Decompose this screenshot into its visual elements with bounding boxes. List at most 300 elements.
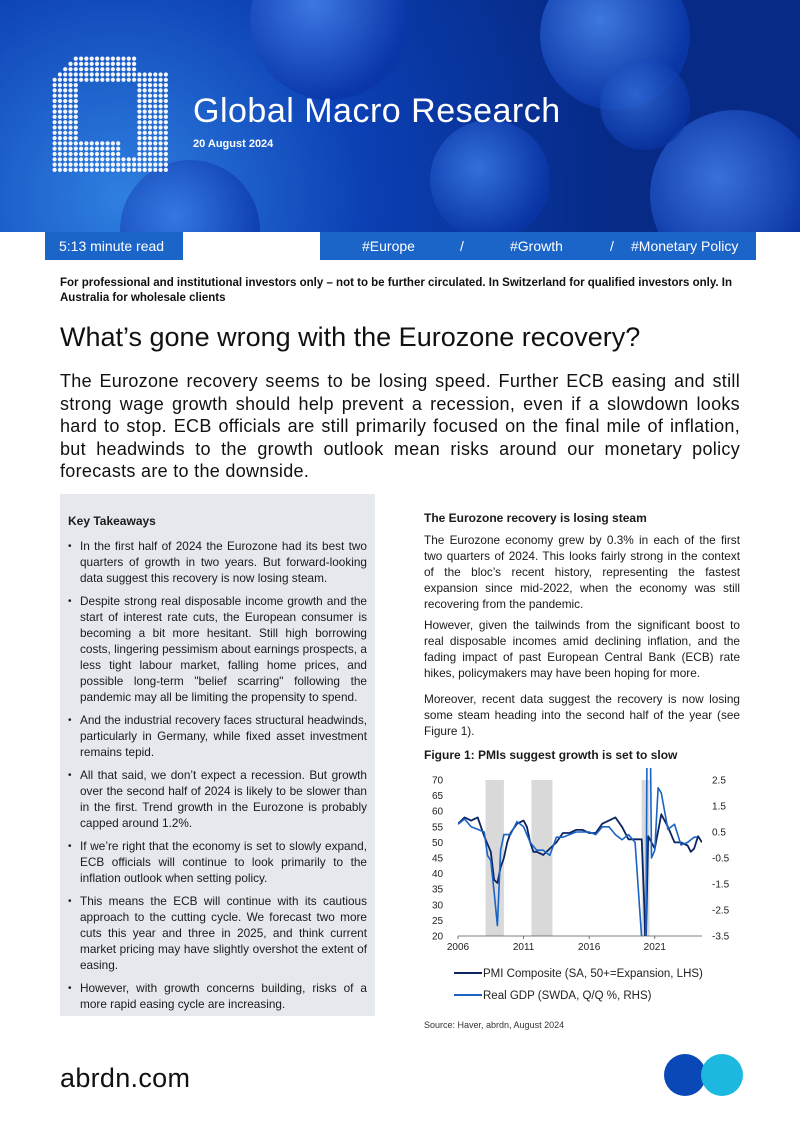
- logo-dot: [68, 78, 72, 82]
- logo-dot: [153, 147, 157, 151]
- x-axis-tick-label: 2016: [578, 942, 601, 953]
- chart-svg: [420, 768, 740, 1013]
- logo-dot: [137, 115, 141, 119]
- logo-dot: [74, 115, 78, 119]
- logo-dot: [63, 168, 67, 172]
- logo-dot: [111, 152, 115, 156]
- logo-dot: [116, 62, 120, 66]
- logo-dot: [143, 104, 147, 108]
- body-paragraph: However, given the tailwinds from the significant boost to real disposable incomes amid declining inflation, and the fading impact of past European Central Bank (ECB) rate hikes, policymakers may have been hoping for more.: [424, 618, 740, 680]
- logo-dot: [164, 120, 168, 124]
- logo-dot: [95, 57, 99, 61]
- logo-dot: [106, 157, 110, 161]
- logo-dot: [53, 141, 57, 145]
- logo-dot: [90, 163, 94, 167]
- logo-dot: [148, 83, 152, 87]
- logo-dot: [58, 99, 62, 103]
- decorative-bubble: [430, 120, 550, 232]
- logo-dot: [100, 152, 104, 156]
- logo-dot: [100, 72, 104, 76]
- logo-dot: [90, 152, 94, 156]
- logo-dot: [63, 88, 67, 92]
- right-axis-tick-label: 0.5: [712, 827, 726, 839]
- right-axis-tick-label: -1.5: [712, 879, 730, 891]
- logo-dot: [106, 152, 110, 156]
- logo-dot: [63, 78, 67, 82]
- logo-dot: [159, 136, 163, 140]
- logo-dot: [95, 163, 99, 167]
- right-axis-tick-label: 2.5: [712, 775, 726, 787]
- logo-dot: [153, 115, 157, 119]
- logo-dot: [53, 110, 57, 114]
- logo-dot: [68, 131, 72, 135]
- logo-dot: [111, 78, 115, 82]
- logo-dot: [68, 136, 72, 140]
- logo-dot: [164, 152, 168, 156]
- logo-dot: [148, 125, 152, 129]
- logo-dot: [159, 115, 163, 119]
- logo-dot: [58, 152, 62, 156]
- logo-dot: [143, 94, 147, 98]
- logo-dot: [159, 78, 163, 82]
- logo-dot: [58, 104, 62, 108]
- logo-dot: [53, 99, 57, 103]
- logo-dot: [132, 157, 136, 161]
- x-axis-tick-label: 2011: [512, 942, 535, 953]
- logo-dot: [148, 88, 152, 92]
- logo-dot: [68, 115, 72, 119]
- logo-dot: [159, 88, 163, 92]
- takeaway-item: • And the industrial recovery faces structural headwinds, particularly in Germany, while fixed asset investment remains tepid.: [68, 712, 367, 760]
- tag-growth[interactable]: #Growth: [510, 238, 563, 254]
- takeaway-item: • However, with growth concerns building, risks of a more rapid easing cycle are increasing.: [68, 980, 367, 1012]
- logo-dot: [153, 94, 157, 98]
- logo-dot: [74, 136, 78, 140]
- logo-dot: [137, 131, 141, 135]
- logo-dot: [153, 131, 157, 135]
- logo-dot: [127, 72, 131, 76]
- figure-title: Figure 1: PMIs suggest growth is set to slow: [424, 748, 678, 762]
- logo-dot: [116, 147, 120, 151]
- logo-dot: [58, 136, 62, 140]
- tag-bar: [0, 232, 800, 260]
- logo-dot: [116, 152, 120, 156]
- logo-dot: [74, 72, 78, 76]
- logo-dot: [137, 141, 141, 145]
- logo-dot: [84, 78, 88, 82]
- logo-dot: [63, 83, 67, 87]
- logo-dot: [95, 168, 99, 172]
- logo-dot: [148, 99, 152, 103]
- logo-dot: [164, 83, 168, 87]
- logo-dot: [84, 147, 88, 151]
- logo-dot: [84, 72, 88, 76]
- logo-dot: [111, 57, 115, 61]
- logo-dot: [58, 141, 62, 145]
- logo-dot: [90, 141, 94, 145]
- logo-dot: [153, 72, 157, 76]
- logo-dot: [53, 152, 57, 156]
- logo-dot: [132, 72, 136, 76]
- logo-dot: [121, 163, 125, 167]
- logo-dot: [63, 131, 67, 135]
- logo-dot: [74, 83, 78, 87]
- logo-dot: [137, 94, 141, 98]
- logo-dot: [164, 115, 168, 119]
- logo-dot: [143, 78, 147, 82]
- legend-label: PMI Composite (SA, 50+=Expansion, LHS): [483, 968, 703, 980]
- logo-dot: [58, 147, 62, 151]
- logo-dot: [106, 67, 110, 71]
- logo-dot: [159, 125, 163, 129]
- logo-dot: [159, 120, 163, 124]
- recession-shading: [531, 780, 552, 936]
- logo-dot: [143, 83, 147, 87]
- logo-dot: [137, 125, 141, 129]
- logo-dot: [132, 163, 136, 167]
- logo-dot: [153, 120, 157, 124]
- logo-dot: [68, 104, 72, 108]
- hero-banner: [0, 0, 800, 232]
- brand-wordmark: abrdn.com: [60, 1063, 191, 1093]
- logo-dot: [116, 72, 120, 76]
- logo-dot: [74, 141, 78, 145]
- logo-dot: [58, 72, 62, 76]
- logo-dot: [74, 131, 78, 135]
- logo-dot: [153, 88, 157, 92]
- logo-dot: [74, 104, 78, 108]
- logo-dot: [68, 94, 72, 98]
- logo-dot: [153, 141, 157, 145]
- logo-dot: [74, 110, 78, 114]
- logo-dot: [111, 67, 115, 71]
- logo-dot: [74, 157, 78, 161]
- investor-disclaimer: For professional and institutional investors only – not to be further circulated. In Switzerland for qualified investors only. In Australia for wholesale clients: [60, 277, 732, 304]
- left-axis-tick-label: 20: [432, 931, 444, 943]
- logo-dot: [159, 83, 163, 87]
- left-axis-tick-label: 50: [432, 837, 444, 849]
- read-time-badge: 5:13 minute read: [45, 232, 183, 260]
- logo-dot: [132, 78, 136, 82]
- body-paragraph: Moreover, recent data suggest the recovery is now losing some steam heading into the second half of the year (see Figure 1).: [424, 692, 740, 738]
- logo-dot: [58, 110, 62, 114]
- logo-dot: [116, 141, 120, 145]
- logo-dot: [53, 163, 57, 167]
- logo-dot: [74, 125, 78, 129]
- body-paragraph: The Eurozone economy grew by 0.3% in each of the first two quarters of 2024. This looks fairly strong in the context of the bloc’s recent history, representing the fastest expansion since mid-2022, when the economy was still recovering from the pandemic.: [424, 533, 740, 611]
- logo-dot: [79, 163, 83, 167]
- logo-dot: [153, 157, 157, 161]
- logo-dot: [143, 110, 147, 114]
- logo-dot: [53, 147, 57, 151]
- logo-dot: [164, 168, 168, 172]
- logo-dot: [63, 163, 67, 167]
- logo-dot: [74, 147, 78, 151]
- logo-dot: [53, 104, 57, 108]
- logo-dot: [143, 152, 147, 156]
- logo-dot: [159, 141, 163, 145]
- logo-dot: [63, 110, 67, 114]
- logo-dot: [100, 62, 104, 66]
- logo-dot: [63, 67, 67, 71]
- logo-dot: [63, 147, 67, 151]
- logo-dot: [137, 120, 141, 124]
- logo-dot: [95, 72, 99, 76]
- logo-dot: [121, 72, 125, 76]
- logo-dot: [127, 157, 131, 161]
- left-axis-tick-label: 30: [432, 900, 444, 912]
- logo-dot: [58, 115, 62, 119]
- tag-monetary-policy[interactable]: #Monetary Policy: [631, 238, 739, 254]
- logo-dot: [159, 131, 163, 135]
- right-axis-tick-label: -0.5: [712, 853, 730, 865]
- logo-dot: [79, 78, 83, 82]
- key-takeaways-list: [68, 538, 367, 1012]
- logo-dot: [143, 72, 147, 76]
- logo-dot: [63, 141, 67, 145]
- logo-dot: [63, 99, 67, 103]
- logo-dot: [111, 157, 115, 161]
- logo-dot: [148, 141, 152, 145]
- logo-dot: [143, 131, 147, 135]
- logo-dot: [164, 147, 168, 151]
- logo-dot: [74, 78, 78, 82]
- logo-dot: [68, 62, 72, 66]
- logo-dot: [63, 120, 67, 124]
- right-axis-tick-label: 1.5: [712, 801, 726, 813]
- x-axis-tick-label: 2021: [643, 942, 666, 953]
- logo-dot: [106, 78, 110, 82]
- legend-label: Real GDP (SWDA, Q/Q %, RHS): [483, 990, 652, 1002]
- logo-dot: [137, 168, 141, 172]
- logo-dot: [58, 131, 62, 135]
- logo-dot: [106, 147, 110, 151]
- logo-dot: [137, 157, 141, 161]
- article-lead: The Eurozone recovery seems to be losing speed. Further ECB easing and still strong wage growth should help prevent a recession, even if a slowdown looks hard to stop. ECB officials are still primarily focused on the final mile of inflation, but headwinds to the growth outlook mean risks around our monetary policy forecasts are to the downside.: [60, 371, 740, 481]
- logo-dot: [143, 157, 147, 161]
- logo-dot: [153, 152, 157, 156]
- logo-dot: [164, 104, 168, 108]
- logo-dot: [74, 88, 78, 92]
- logo-dot: [148, 120, 152, 124]
- logo-dot: [100, 157, 104, 161]
- logo-dot: [90, 147, 94, 151]
- logo-dot: [164, 136, 168, 140]
- logo-dot: [79, 141, 83, 145]
- logo-dot: [79, 72, 83, 76]
- logo-dot: [68, 72, 72, 76]
- logo-dot: [121, 62, 125, 66]
- takeaway-item: • All that said, we don’t expect a recession. But growth over the second half of 2024 is likely to be slower than in the first. Trend growth in the Eurozone is probably capped around 1.2%.: [68, 767, 367, 831]
- logo-dot: [90, 62, 94, 66]
- logo-dot: [111, 147, 115, 151]
- logo-dot: [164, 163, 168, 167]
- logo-dot: [53, 78, 57, 82]
- logo-dot: [148, 157, 152, 161]
- logo-dot: [84, 62, 88, 66]
- logo-dot: [153, 125, 157, 129]
- logo-dot: [90, 157, 94, 161]
- x-axis-tick-label: 2006: [446, 942, 470, 953]
- logo-dot: [68, 83, 72, 87]
- decorative-bubble: [250, 0, 410, 100]
- logo-dot: [164, 88, 168, 92]
- logo-dot: [84, 168, 88, 172]
- logo-dot: [74, 168, 78, 172]
- logo-dot: [90, 72, 94, 76]
- logo-dot: [148, 94, 152, 98]
- left-axis-tick-label: 55: [432, 822, 444, 834]
- logo-dot: [95, 67, 99, 71]
- logo-dot: [84, 157, 88, 161]
- logo-dot: [164, 131, 168, 135]
- logo-dot: [121, 157, 125, 161]
- logo-dot: [153, 163, 157, 167]
- tag-europe[interactable]: #Europe: [362, 238, 415, 254]
- logo-dot: [53, 120, 57, 124]
- logo-dot: [148, 115, 152, 119]
- report-series-title: Global Macro Research: [193, 92, 561, 130]
- logo-dot: [132, 168, 136, 172]
- logo-dot: [58, 120, 62, 124]
- section-heading: The Eurozone recovery is losing steam: [424, 511, 647, 525]
- left-axis-tick-label: 45: [432, 853, 444, 865]
- takeaway-item: • In the first half of 2024 the Eurozone had its best two quarters of growth in two years. But forward-looking data suggest this recovery is now losing steam.: [68, 538, 367, 586]
- logo-dot: [63, 104, 67, 108]
- right-axis-tick-label: -2.5: [712, 905, 730, 917]
- logo-dot: [164, 110, 168, 114]
- logo-dot: [116, 168, 120, 172]
- logo-dot: [53, 115, 57, 119]
- logo-dot: [143, 141, 147, 145]
- logo-dot: [95, 147, 99, 151]
- logo-dot: [84, 163, 88, 167]
- logo-dot: [137, 78, 141, 82]
- logo-dot: [53, 157, 57, 161]
- takeaway-item: • If we’re right that the economy is set to slowly expand, ECB officials will continue to look primarily to the inflation outlook when setting policy.: [68, 838, 367, 886]
- logo-dot: [68, 99, 72, 103]
- key-takeaways-box: [60, 494, 375, 1016]
- logo-dot: [100, 78, 104, 82]
- logo-dot: [100, 141, 104, 145]
- logo-dot: [137, 147, 141, 151]
- logo-dot: [137, 152, 141, 156]
- logo-dot: [116, 157, 120, 161]
- logo-dot: [127, 67, 131, 71]
- logo-dot: [111, 141, 115, 145]
- logo-dot: [111, 168, 115, 172]
- key-takeaways-title: Key Takeaways: [68, 514, 156, 528]
- logo-dot: [90, 168, 94, 172]
- logo-dot: [63, 94, 67, 98]
- logo-dot: [68, 120, 72, 124]
- logo-dot: [137, 99, 141, 103]
- logo-dot: [121, 168, 125, 172]
- logo-dot: [95, 141, 99, 145]
- logo-dot: [143, 88, 147, 92]
- article-title: What’s gone wrong with the Eurozone recovery?: [60, 322, 641, 352]
- logo-dot: [79, 157, 83, 161]
- logo-dot: [159, 157, 163, 161]
- logo-dot: [159, 110, 163, 114]
- logo-dot: [153, 99, 157, 103]
- logo-dot: [68, 67, 72, 71]
- logo-dot: [63, 72, 67, 76]
- logo-dot: [63, 125, 67, 129]
- logo-dot: [68, 152, 72, 156]
- left-axis-tick-label: 70: [432, 775, 444, 787]
- logo-dot: [95, 157, 99, 161]
- logo-dot: [74, 99, 78, 103]
- logo-dot: [90, 67, 94, 71]
- logo-dot: [58, 94, 62, 98]
- logo-dot: [148, 152, 152, 156]
- logo-dot: [53, 131, 57, 135]
- logo-dot: [58, 157, 62, 161]
- logo-dot: [148, 110, 152, 114]
- takeaway-item: • This means the ECB will continue with its cautious approach to the cutting cycle. We forecast two more cuts this year and three in 2025, and think current market pricing may have slightly overshot the extent of easing.: [68, 893, 367, 973]
- logo-dot: [79, 152, 83, 156]
- left-axis-tick-label: 35: [432, 884, 444, 896]
- logo-dot: [68, 88, 72, 92]
- logo-dot: [74, 62, 78, 66]
- logo-dot: [58, 168, 62, 172]
- logo-dot: [106, 168, 110, 172]
- logo-dot: [106, 62, 110, 66]
- figure-source: Source: Haver, abrdn, August 2024: [424, 1020, 565, 1030]
- logo-dot: [148, 78, 152, 82]
- logo-dot: [106, 72, 110, 76]
- logo-dot: [100, 67, 104, 71]
- publication-date: 20 August 2024: [193, 138, 274, 150]
- logo-dot: [148, 104, 152, 108]
- logo-dot: [84, 141, 88, 145]
- logo-dot: [106, 57, 110, 61]
- pmi-gdp-chart: [420, 768, 740, 1013]
- takeaway-item: • Despite strong real disposable income growth and the start of interest rate cuts, the European consumer is becoming a bit more hesitant. Still high borrowing costs, lingering pessimism about earnings prospects, a less tight labour market, falling home prices, and possible long-term "belief scarring" following the pandemic may all be limiting the propensity to spend.: [68, 593, 367, 705]
- logo-dot: [164, 78, 168, 82]
- logo-dot: [132, 67, 136, 71]
- logo-dot: [143, 136, 147, 140]
- logo-dot: [143, 125, 147, 129]
- logo-dot: [84, 67, 88, 71]
- logo-dot: [106, 141, 110, 145]
- logo-dot: [53, 83, 57, 87]
- logo-dot: [95, 62, 99, 66]
- logo-dot: [143, 99, 147, 103]
- logo-dot: [111, 72, 115, 76]
- logo-dot: [100, 168, 104, 172]
- topic-tags: [320, 232, 756, 260]
- logo-dot: [58, 88, 62, 92]
- logo-dot: [74, 152, 78, 156]
- logo-dot: [79, 57, 83, 61]
- logo-dot: [153, 136, 157, 140]
- logo-dot: [90, 78, 94, 82]
- logo-dot: [100, 163, 104, 167]
- logo-dot: [100, 57, 104, 61]
- logo-dot: [127, 163, 131, 167]
- logo-dot: [79, 62, 83, 66]
- logo-dot: [53, 88, 57, 92]
- logo-dot: [153, 110, 157, 114]
- decorative-bubble: [600, 60, 690, 150]
- logo-dot: [53, 168, 57, 172]
- logo-dot: [164, 94, 168, 98]
- logo-dot: [63, 115, 67, 119]
- logo-dot: [159, 72, 163, 76]
- brand-dot-dark: [664, 1054, 706, 1096]
